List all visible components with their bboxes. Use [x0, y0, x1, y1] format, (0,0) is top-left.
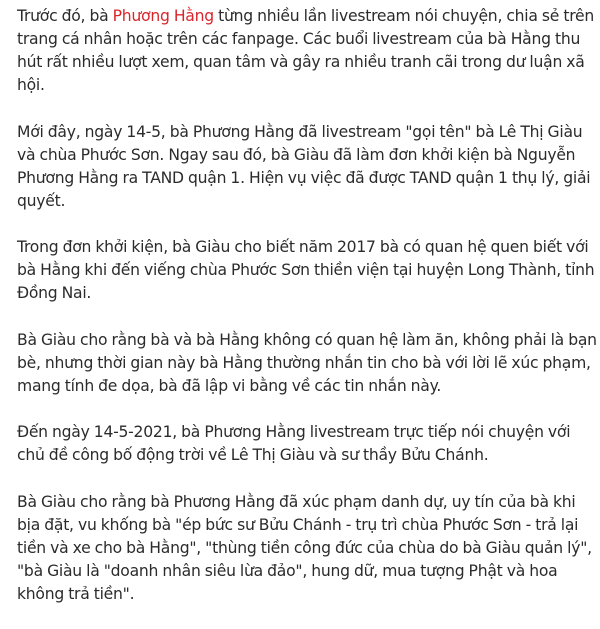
paragraph-6: Bà Giàu cho rằng bà Phương Hằng đã xúc phạm danh dự, uy tín của bà khi bịa đặt, vu khống bà "ép bức sư Bửu Chánh - trụ trì chùa Phước Sơn - trả lại tiền và xe cho bà Hằng", "thùng tiền công đức của chùa do bà Giàu quản lý", "bà Giàu là "doanh nhân siêu lừa đảo", hung dữ, mua tượng Phật và hoa không trả tiền". — [17, 492, 592, 603]
paragraph-1-rest: từng nhiều lần livestream nói chuyện, chia sẻ trên trang cá nhân hoặc trên các fanpage. Các buổi livestream của bà Hằng thu hút rất nhiều lượt xem, quan tâm và gây ra nhiều tranh cãi trong dư luận xã hội. — [17, 7, 594, 94]
paragraph-1 — [17, 5, 597, 97]
paragraph-3: Trong đơn khởi kiện, bà Giàu cho biết năm 2017 bà có quan hệ quen biết với bà Hằng khi đến viếng chùa Phước Sơn thiền viện tại huyện Long Thành, tỉnh Đồng Nai. — [17, 238, 595, 302]
phuong-hang-link[interactable]: Phương Hằng — [112, 7, 214, 25]
paragraph-5: Đến ngày 14-5-2021, bà Phương Hằng livestream trực tiếp nói chuyện với chủ đề công bố động trời về Lê Thị Giàu và sư thầy Bửu Chánh. — [17, 423, 571, 464]
paragraph-2: Mới đây, ngày 14-5, bà Phương Hằng đã livestream "gọi tên" bà Lê Thị Giàu và chùa Phước Sơn. Ngay sau đó, bà Giàu đã làm đơn khởi kiện bà Nguyễn Phương Hằng ra TAND quận 1. Hiện vụ việc đã được TAND quận 1 thụ lý, giải quyết. — [17, 122, 591, 210]
paragraph-4: Bà Giàu cho rằng bà và bà Hằng không có quan hệ làm ăn, không phải là bạn bè, nhưng thời gian này bà Hằng thường nhắn tin cho bà với lời lẽ xúc phạm, mang tính đe dọa, bà đã lập vi bằng về các tin nhắn này. — [17, 330, 597, 395]
paragraph-1-intro: Trước đó, bà — [17, 7, 113, 25]
article-body — [17, 5, 597, 629]
